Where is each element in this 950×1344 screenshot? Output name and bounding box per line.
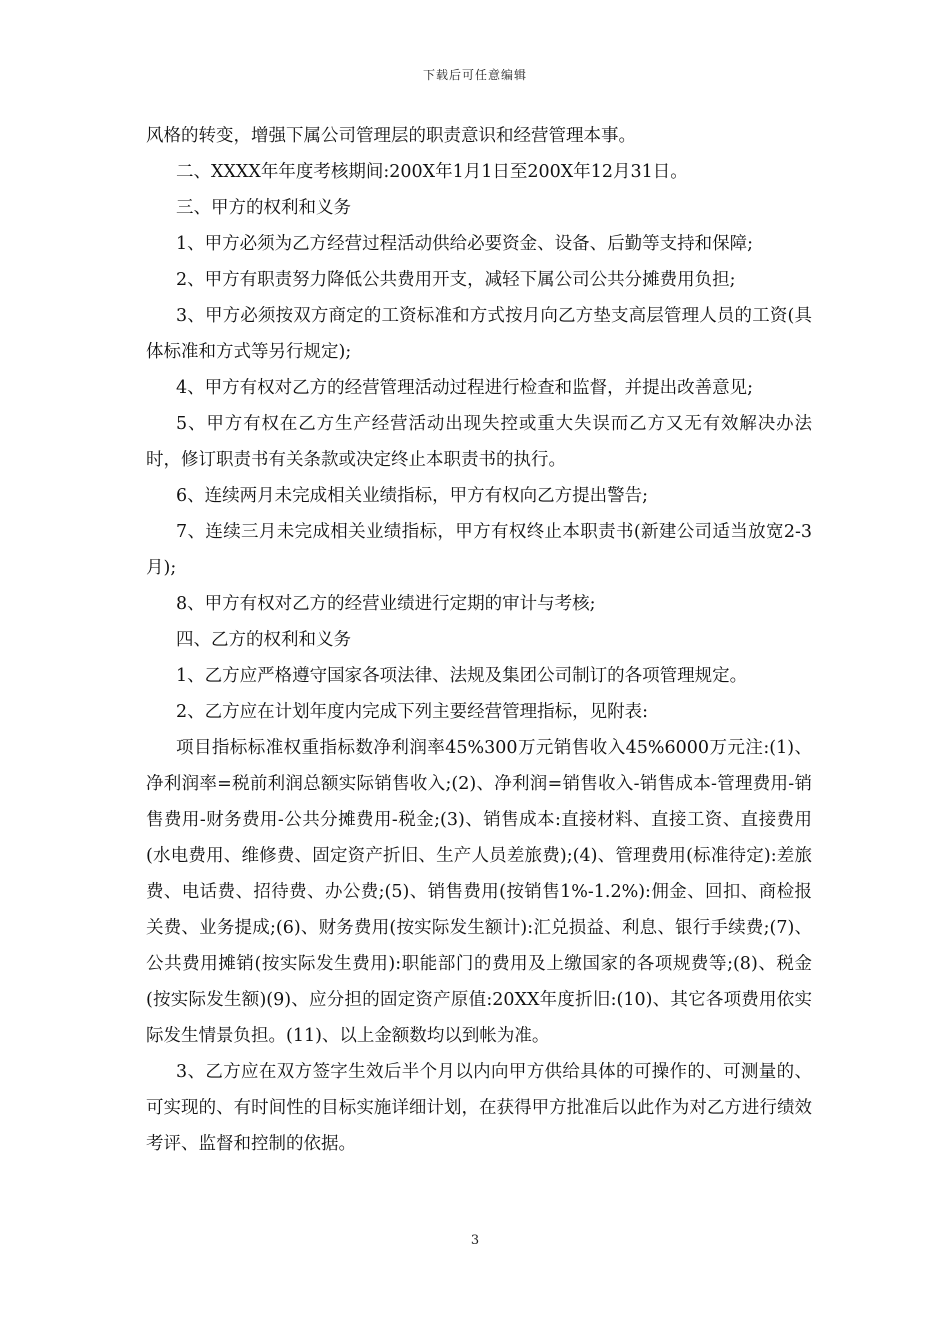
paragraph: 二、XXXX年年度考核期间:200X年1月1日至200X年12月31日。 [176,162,688,182]
paragraph: 1、乙方应严格遵守国家各项法律、法规及集团公司制订的各项管理规定。 [176,666,748,686]
paragraph: 3、甲方必须按双方商定的工资标准和方式按月向乙方垫支高层管理人员的工资(具体标准和方式等另行规定); [146,306,812,362]
section-heading: 三、甲方的权利和义务 [176,198,351,218]
paragraph: 1、甲方必须为乙方经营过程活动供给必要资金、设备、后勤等支持和保障; [176,234,754,254]
page-number: 3 [470,1233,480,1248]
paragraph: 5、甲方有权在乙方生产经营活动出现失控或重大失误而乙方又无有效解决办法时，修订职责书有关条款或决定终止本职责书的执行。 [146,414,812,470]
paragraph: 2、乙方应在计划年度内完成下列主要经营管理指标，见附表: [176,702,649,722]
paragraph: 4、甲方有权对乙方的经营管理活动过程进行检查和监督，并提出改善意见; [176,378,754,398]
paragraph: 6、连续两月未完成相关业绩指标，甲方有权向乙方提出警告; [176,486,649,506]
page-header: 下载后可任意编辑 [422,68,527,82]
paragraph: 3、乙方应在双方签字生效后半个月以内向甲方供给具体的可操作的、可测量的、可实现的、有时间性的目标实施详细计划，在获得甲方批准后以此作为对乙方进行绩效考评、监督和控制的依据。 [146,1062,812,1154]
document-body [146,118,812,1162]
paragraph: 风格的转变，增强下属公司管理层的职责意识和经营管理本事。 [146,126,636,146]
section-heading: 四、乙方的权利和义务 [176,630,351,650]
paragraph: 2、甲方有职责努力降低公共费用开支，减轻下属公司公共分摊费用负担; [176,270,736,290]
paragraph: 8、甲方有权对乙方的经营业绩进行定期的审计与考核; [176,594,596,614]
paragraph: 项目指标标准权重指标数净利润率45%300万元销售收入45%6000万元注:(1)、净利润率=税前利润总额实际销售收入;(2)、净利润=销售收入-销售成本-管理费用-销售费用-财务费用-公共分摊费用-税金;(3)、销售成本:直接材料、直接工资、直接费用(水电费用、维修费、固定资产折旧、生产人员差旅费);(4)、管理费用(标准待定):差旅费、电话费、招待费、办公费;(5)、销售费用(按销售1%-1.2%):佣金、回扣、商检报关费、业务提成;(6)、财务费用(按实际发生额计):汇兑损益、利息、银行手续费;(7)、公共费用摊销(按实际发生费用):职能部门的费用及上缴国家的各项规费等;(8)、税金(按实际发生额)(9)、应分担的固定资产原值:20XX年度折旧:(10)、其它各项费用依实际发生情景负担。(11)、以上金额数均以到帐为准。 [146,738,812,1046]
paragraph: 7、连续三月未完成相关业绩指标，甲方有权终止本职责书(新建公司适当放宽2-3月); [146,522,812,578]
